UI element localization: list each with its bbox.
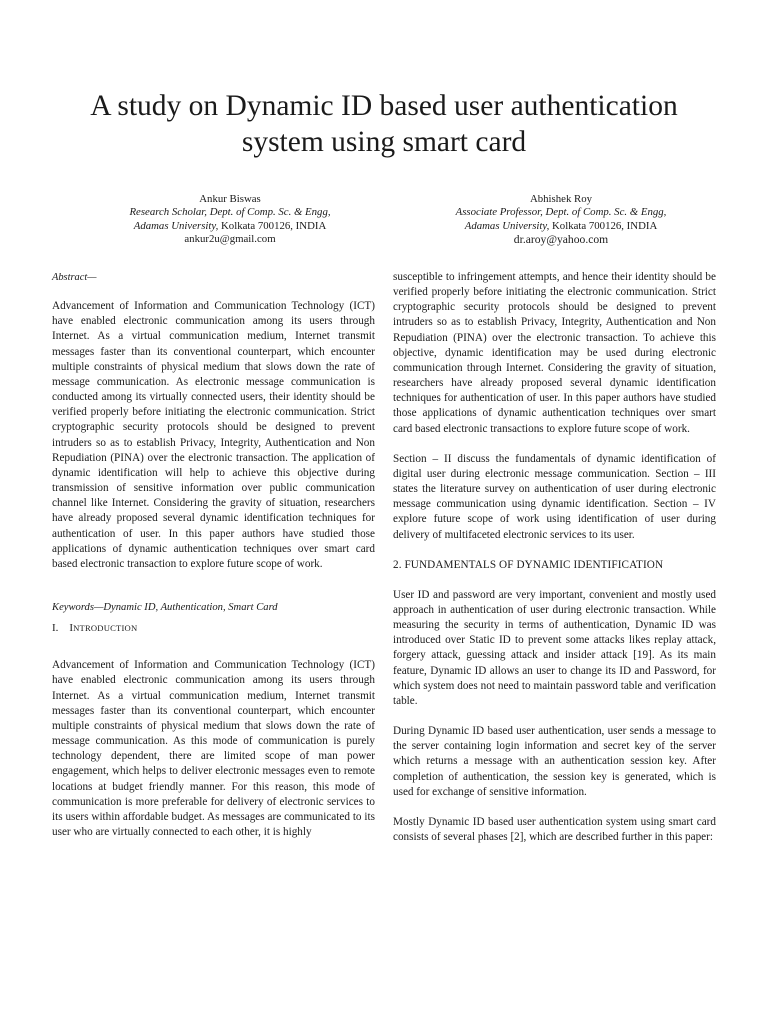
author-affiliation: Associate Professor, Dept. of Comp. Sc. & Engg,: [455, 206, 667, 219]
right-column: [393, 270, 716, 845]
author-institution: Adamas University, Kolkata 700126, INDIA: [464, 219, 658, 232]
fundamentals-paragraph-3: Mostly Dynamic ID based user authentication system using smart card consists of several phases [2], which are described further in this paper:: [393, 815, 716, 843]
author-institution: Adamas University, Kolkata 700126, INDIA: [133, 219, 327, 232]
abstract-label: Abstract—: [52, 272, 97, 283]
author-block-1: [65, 193, 395, 247]
left-column: [52, 270, 375, 840]
fundamentals-paragraph-1: User ID and password are very important, convenient and mostly used approach in authentication of user during electronic transaction. While measuring the security in terms of authentication, Dynamic ID was introduced over Static ID to prevent some attacks likes replay attack, forgery attack, guessing attack and insider attack [19]. As its main feature, Dynamic ID allows an user to change its ID and Password, for which system does not need to maintain password table and verification table.: [393, 588, 716, 707]
intro-paragraph-3: Section – II discuss the fundamentals of dynamic identification of digital user during electronic message communication. Section – III states the literature survey on authentication of user during electronic message communication using dynamic identification. Section – IV explore future scope of work using identification of user during delivery of multifaceted electronic services to its user.: [393, 452, 716, 541]
keywords: Keywords—Dynamic ID, Authentication, Smart Card: [52, 601, 278, 613]
author-email: ankur2u@gmail.com: [184, 233, 276, 246]
author-name: Abhishek Roy: [529, 193, 593, 205]
author-name: Ankur Biswas: [199, 193, 261, 205]
section-heading-fundamentals: 2. FUNDAMENTALS OF DYNAMIC IDENTIFICATION: [393, 558, 664, 571]
section-heading-introduction: I. INTRODUCTION: [52, 622, 138, 635]
abstract-text: Advancement of Information and Communication Technology (ICT) have enabled electronic communication among its users through Internet. As a virtual communication medium, Internet transmit messages faster than its conventional counterpart, which encounter multiple constraints of physical medium that slows down the rate of message communication. As electronic message communication is conducted among its virtually connected users, their identity should be verified properly before initiating the electronic communication. Strict cryptographic security protocols should be designed to prevent intruders so as to establish Privacy, Integrity, Authentication and Non Repudiation (PINA) over the electronic transaction. The application of dynamic identification will help to achieve this objective during transmission of sensitive information over public communication channel like Internet. Considering the gravity of situation, researchers have already proposed several dynamic identification techniques for authentication of user. In this paper authors have studied those applications of dynamic authentication techniques over smart card based electronic transaction to explore future scope of work.: [52, 300, 375, 570]
title-line-1: A study on Dynamic ID based user authentication: [90, 90, 678, 122]
author-email: dr.aroy@yahoo.com: [513, 233, 609, 247]
fundamentals-paragraph-2: During Dynamic ID based user authentication, user sends a message to the server containing login information and secret key of the server which returns a message with an authentication session key. After completion of authentication, the session key is generated, which is used for exchange of sensitive information.: [393, 725, 716, 798]
paper-title: [40, 88, 728, 160]
author-block-2: [396, 193, 726, 247]
intro-paragraph-2: susceptible to infringement attempts, and hence their identity should be verified properly before initiating the electronic communication. Strict cryptographic security protocols should be designed to prevent intruders so as to establish Privacy, Integrity, Authentication and Non Repudiation (PINA) over the electronic transaction. To achieve this objective, dynamic identification may be used during electronic communication through Internet. Considering the gravity of situation, researchers have already proposed several dynamic identification techniques for authentication of user. In this paper authors have studied those applications of dynamic authentication techniques over smart card based electronic transactions to explore future scope of work.: [393, 271, 716, 435]
author-affiliation: Research Scholar, Dept. of Comp. Sc. & Engg,: [129, 206, 331, 219]
intro-paragraph-1: Advancement of Information and Communication Technology (ICT) have enabled electronic communication among its users through Internet. As a virtual communication medium, Internet transmit messages faster than its conventional counterpart, which encounter multiple constraints of physical medium that slows down the rate of message communication. As this mode of communication is purely technology dependent, there are limited scope of man power engagement, which helps to deliver electronic messages even to remote locations at budget friendly manner. For this reason, this mode of communication is more preferable for delivery of electronic services to its users within affordable budget. As messages are communicated to its user who are virtually connected to each other, it is highly: [52, 659, 375, 838]
title-line-2: system using smart card: [241, 126, 527, 158]
